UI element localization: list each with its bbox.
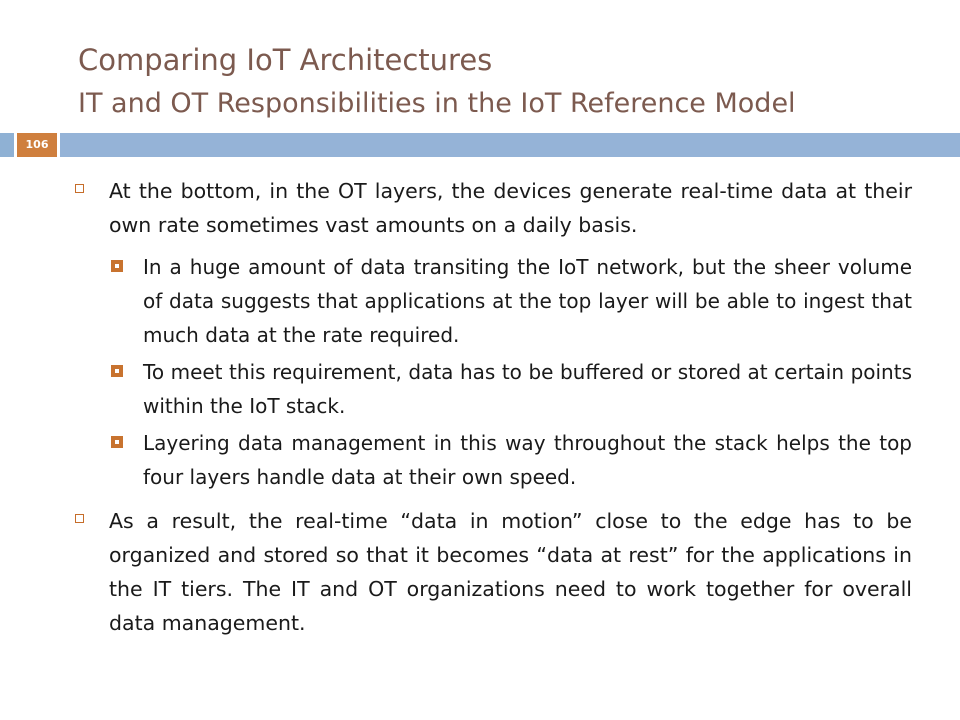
- sub-bullet-text: Layering data management in this way throughout the stack helps the top four layers handle data at their own speed.: [143, 431, 912, 489]
- sub-bullet-item: [109, 355, 912, 423]
- slide-header: [78, 38, 938, 126]
- band-right-segment: [60, 133, 960, 157]
- hollow-square-bullet-icon: [75, 184, 84, 193]
- sub-bullet-item: [109, 250, 912, 352]
- bullet-text: As a result, the real-time “data in motion” close to the edge has to be organized and stored so that it becomes “data at rest” for the applications in the IT tiers. The IT and OT organizations need to work together for overall data management.: [109, 509, 912, 635]
- sub-bullet-text: In a huge amount of data transiting the IoT network, but the sheer volume of data suggests that applications at the top layer will be able to ingest that much data at the rate required.: [143, 255, 912, 347]
- slide-title: Comparing IoT Architectures: [78, 43, 493, 77]
- filled-square-bullet-icon: [111, 436, 123, 448]
- slide-body: [72, 174, 912, 648]
- hollow-square-bullet-icon: [75, 514, 84, 523]
- bullet-item: [72, 174, 912, 242]
- band-left-segment: [0, 133, 14, 157]
- sub-bullet-item: [109, 426, 912, 494]
- page-number-badge: 106: [17, 133, 57, 157]
- filled-square-bullet-icon: [111, 260, 123, 272]
- sub-bullet-text: To meet this requirement, data has to be buffered or stored at certain points within the IoT stack.: [143, 360, 912, 418]
- filled-square-bullet-icon: [111, 365, 123, 377]
- slide-subtitle: IT and OT Responsibilities in the IoT Reference Model: [78, 88, 796, 119]
- bullet-item: [72, 504, 912, 640]
- bullet-text: At the bottom, in the OT layers, the devices generate real-time data at their own rate sometimes vast amounts on a daily basis.: [109, 179, 912, 237]
- header-band: [0, 133, 960, 157]
